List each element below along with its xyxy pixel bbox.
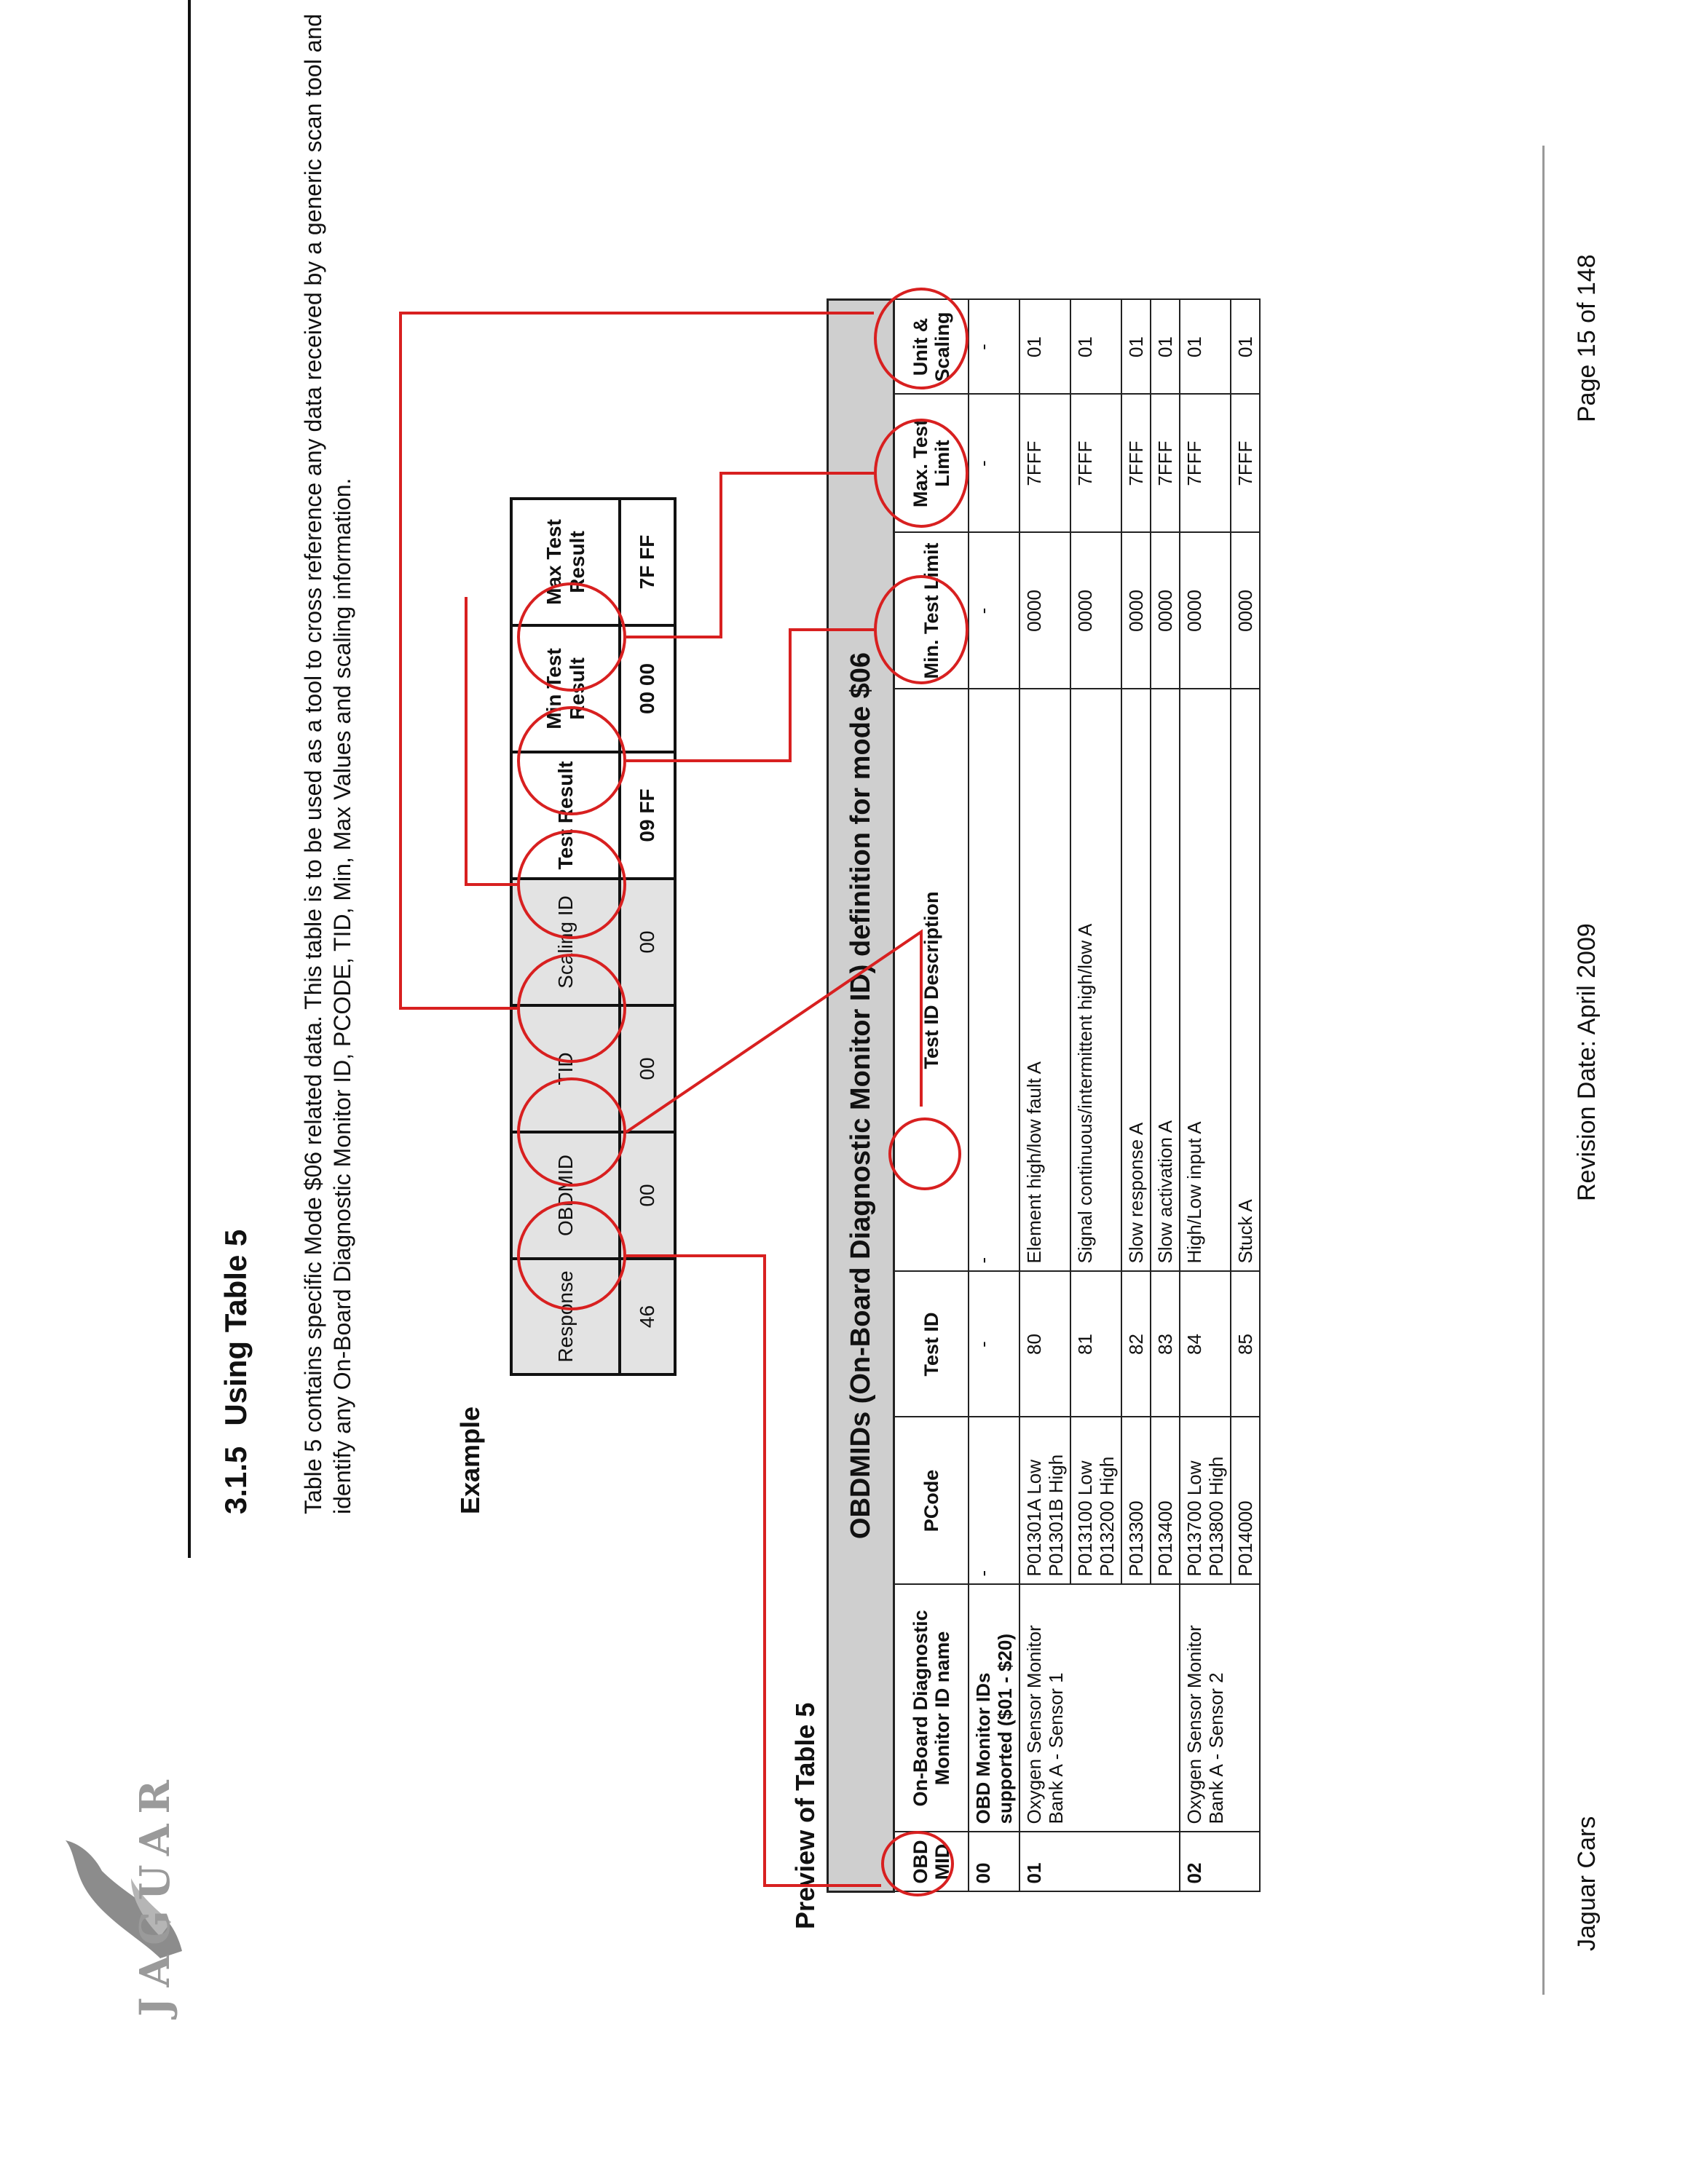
cell-unit: 01 [1121, 300, 1151, 395]
col-obd-mid: OBD MID [894, 1832, 969, 1892]
cell-desc: Slow response A [1121, 689, 1151, 1272]
col-min-limit: Min. Test Limit [894, 533, 969, 689]
example-header-scaling-id: Scaling ID [511, 879, 620, 1005]
cell-min: 0000 [1070, 533, 1121, 689]
cell-unit: - [969, 300, 1019, 395]
cell-name: Oxygen Sensor Monitor Bank A - Sensor 2 [1180, 1585, 1260, 1832]
example-value-response: 46 [620, 1259, 675, 1374]
cell-pcode: P013700 Low P013800 High [1180, 1417, 1231, 1585]
cell-min: 0000 [1121, 533, 1151, 689]
cell-pcode: P013400 [1151, 1417, 1180, 1585]
preview-label: Preview of Table 5 [790, 1702, 820, 1929]
col-test-id: Test ID [894, 1272, 969, 1417]
footer-page-number: Page 15 of 148 [1573, 254, 1601, 422]
cell-tid: 82 [1121, 1272, 1151, 1417]
example-value-tid: 00 [620, 1005, 675, 1132]
footer-rule [1542, 146, 1545, 1995]
connector-test-result [466, 597, 517, 885]
cell-desc: - [969, 689, 1019, 1272]
connector-tid [626, 932, 921, 1132]
cell-desc: Signal continuous/intermittent high/low A [1070, 689, 1121, 1272]
example-value-obdmid: 00 [620, 1132, 675, 1259]
example-header-tid: TID [511, 1005, 620, 1132]
cell-desc: Element high/low fault A [1019, 689, 1070, 1272]
cell-pcode: P01301A Low P01301B High [1019, 1417, 1070, 1585]
cell-tid: 85 [1231, 1272, 1260, 1417]
connector-max [626, 473, 874, 637]
example-header-max-test-result: Max Test Result [511, 499, 620, 625]
col-max-limit: Max. Test Limit [894, 395, 969, 533]
cell-tid: 83 [1151, 1272, 1180, 1417]
example-header-min-test-result: Min Test Result [511, 625, 620, 752]
cell-max: 7FFF [1019, 395, 1070, 533]
example-header-test-result: Test Result [511, 752, 620, 879]
cell-unit: 01 [1231, 300, 1260, 395]
example-label: Example [455, 1406, 485, 1514]
cell-desc: Stuck A [1231, 689, 1260, 1272]
connector-obdmid [626, 1256, 881, 1886]
cell-mid: 02 [1180, 1832, 1260, 1892]
cell-min: - [969, 533, 1019, 689]
cell-tid: - [969, 1272, 1019, 1417]
cell-unit: 01 [1180, 300, 1231, 395]
cell-pcode: P014000 [1231, 1417, 1260, 1585]
cell-unit: 01 [1070, 300, 1121, 395]
section-heading: Using Table 5 [218, 1229, 253, 1426]
cell-desc: Slow activation A [1151, 689, 1180, 1272]
footer-revision-date: Revision Date: April 2009 [1573, 923, 1601, 1201]
cell-max: 7FFF [1121, 395, 1151, 533]
cell-min: 0000 [1019, 533, 1070, 689]
col-unit-scaling: Unit & Scaling [894, 300, 969, 395]
cell-unit: 01 [1151, 300, 1180, 395]
example-value-max-test-result: 7F FF [620, 499, 675, 625]
cell-name: OBD Monitor IDs supported ($01 - $20) [969, 1585, 1019, 1832]
cell-pcode: P013100 Low P013200 High [1070, 1417, 1121, 1585]
cell-mid: 00 [969, 1832, 1019, 1892]
cell-unit: 01 [1019, 300, 1070, 395]
cell-mid: 01 [1019, 1832, 1180, 1892]
col-test-desc: Test ID Description [894, 689, 969, 1272]
cell-pcode: P013300 [1121, 1417, 1151, 1585]
connector-min [626, 630, 874, 761]
cell-max: 7FFF [1231, 395, 1260, 533]
example-header-obdmid: OBDMID [511, 1132, 620, 1259]
cell-max: - [969, 395, 1019, 533]
example-value-test-result: 09 FF [620, 752, 675, 879]
brand-logo-text: JAGUAR [131, 1770, 179, 2017]
cell-max: 7FFF [1070, 395, 1121, 533]
col-pcode: PCode [894, 1417, 969, 1585]
footer-company: Jaguar Cars [1573, 1816, 1601, 1951]
cell-desc: High/Low input A [1180, 689, 1231, 1272]
col-monitor-name: On-Board Diagnostic Monitor ID name [894, 1585, 969, 1832]
preview-caption: OBDMIDs (On-Board Diagnostic Monitor ID) definition for mode $06 [828, 300, 894, 1892]
cell-max: 7FFF [1151, 395, 1180, 533]
example-value-min-test-result: 00 00 [620, 625, 675, 752]
cell-pcode: - [969, 1417, 1019, 1585]
section-number: 3.1.5 [218, 1446, 253, 1514]
intro-line-2: identify any On-Board Diagnostic Monitor ID, PCODE, TID, Min, Max Values and scaling information. [329, 478, 355, 1514]
cell-min: 0000 [1151, 533, 1180, 689]
example-value-scaling-id: 00 [620, 879, 675, 1005]
example-header-response: Response [511, 1259, 620, 1374]
connector-scaling-id [401, 313, 874, 1008]
cell-tid: 84 [1180, 1272, 1231, 1417]
cell-min: 0000 [1180, 533, 1231, 689]
cell-max: 7FFF [1180, 395, 1231, 533]
cell-tid: 80 [1019, 1272, 1070, 1417]
cell-name: Oxygen Sensor Monitor Bank A - Sensor 1 [1019, 1585, 1180, 1832]
cell-tid: 81 [1070, 1272, 1121, 1417]
intro-line-1: Table 5 contains specific Mode $06 related data. This table is to be used as a tool to cross reference any data received by a generic scan tool and [300, 13, 326, 1514]
cell-min: 0000 [1231, 533, 1260, 689]
